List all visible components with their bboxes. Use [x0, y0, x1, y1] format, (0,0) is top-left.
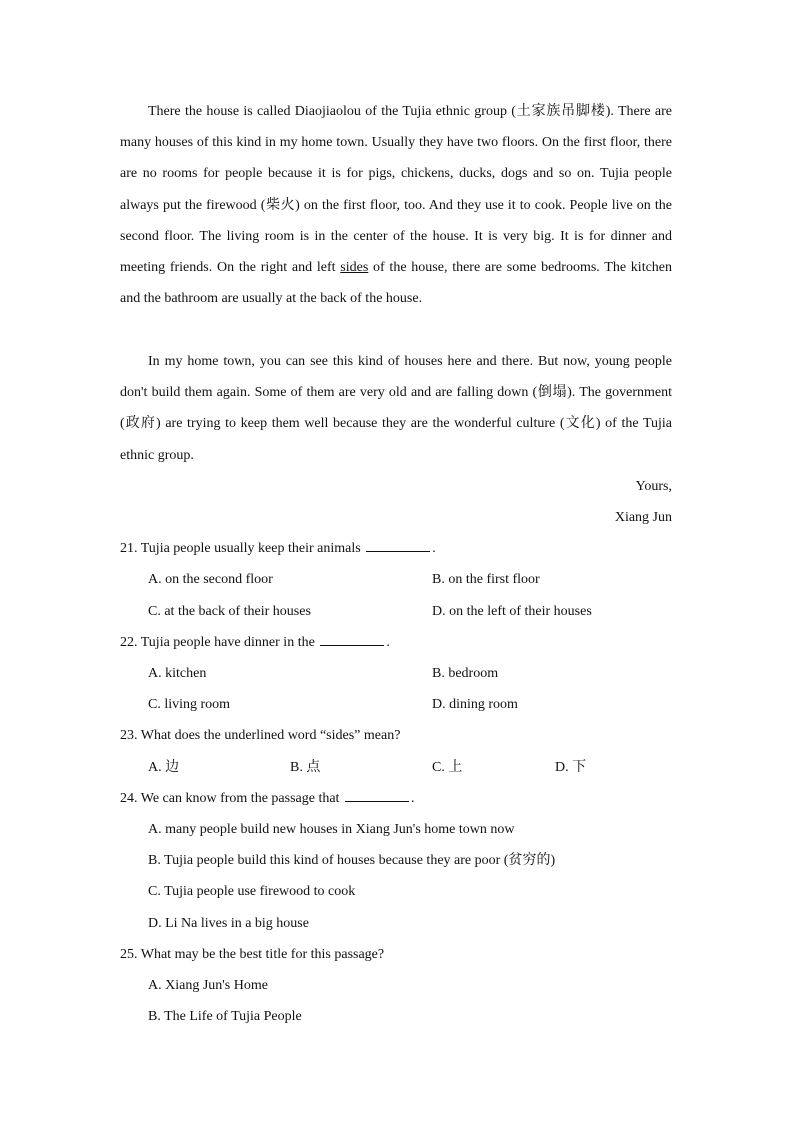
question-stem: 21. Tujia people usually keep their animals — [120, 541, 361, 556]
question-stem-end: . — [432, 541, 436, 556]
question-stem: 24. We can know from the passage that — [120, 791, 340, 806]
option-24-c: C. Tujia people use firewood to cook — [148, 884, 356, 899]
answer-blank — [345, 787, 409, 802]
question-stem-end: . — [410, 791, 415, 806]
option-24-d: D. Li Na lives in a big house — [148, 916, 309, 931]
option-22-d: D. dining room — [432, 697, 518, 712]
option-23-d: D. 下 — [555, 760, 587, 775]
underlined-word: sides — [340, 260, 369, 276]
answer-blank — [366, 537, 430, 552]
option-25-b: B. The Life of Tujia People — [148, 1009, 302, 1024]
option-21-a: A. on the second floor — [148, 572, 273, 587]
question-24 — [120, 783, 414, 814]
passage-paragraph-1 — [120, 96, 672, 314]
option-22-b: B. bedroom — [432, 666, 499, 681]
question-25: 25. What may be the best title for this passage? — [120, 947, 385, 962]
option-23-a: A. 边 — [148, 760, 180, 775]
letter-closing: Yours, — [635, 479, 672, 494]
option-22-a: A. kitchen — [148, 666, 207, 681]
option-23-b: B. 点 — [290, 760, 321, 775]
option-24-b: B. Tujia people build this kind of houses because they are poor (贫穷的) — [148, 853, 556, 868]
answer-blank — [320, 631, 384, 646]
option-21-b: B. on the first floor — [432, 572, 540, 587]
option-25-a: A. Xiang Jun's Home — [148, 978, 268, 993]
question-21 — [120, 533, 436, 564]
passage-text: There the house is called Diaojiaolou of the Tujia ethnic group (土家族吊脚楼). There are many houses of this kind in my home town. Usually they have two floors. On the first floor, there are no rooms for people because it is for pigs, chickens, ducks, dogs and so on. Tujia people always put the firewood (柴火) on the first floor, too. And they use it to cook. People live on the second floor. The living room is in the center of the house. It is very big. It is for dinner and meeting friends. On the right and left — [120, 104, 672, 276]
option-21-d: D. on the left of their houses — [432, 604, 592, 619]
option-21-c: C. at the back of their houses — [148, 604, 311, 619]
question-22 — [120, 627, 390, 658]
option-22-c: C. living room — [148, 697, 231, 712]
option-23-c: C. 上 — [432, 760, 463, 775]
passage-text: of the house, there are some bedrooms. The kitchen and the bathroom are usually at the back of the house. — [120, 260, 673, 307]
question-23: 23. What does the underlined word “sides” mean? — [120, 728, 401, 743]
letter-signature: Xiang Jun — [614, 510, 672, 525]
question-stem-end: . — [386, 635, 390, 650]
passage-paragraph-2: In my home town, you can see this kind of houses here and there. But now, young people don't build them again. Some of them are very old and are falling down (倒塌). The government (政府) are trying to keep them well because they are the wonderful culture (文化) of the Tujia ethnic group. — [120, 354, 672, 463]
question-stem: 22. Tujia people have dinner in the — [120, 635, 315, 650]
option-24-a: A. many people build new houses in Xiang Jun's home town now — [148, 822, 515, 837]
